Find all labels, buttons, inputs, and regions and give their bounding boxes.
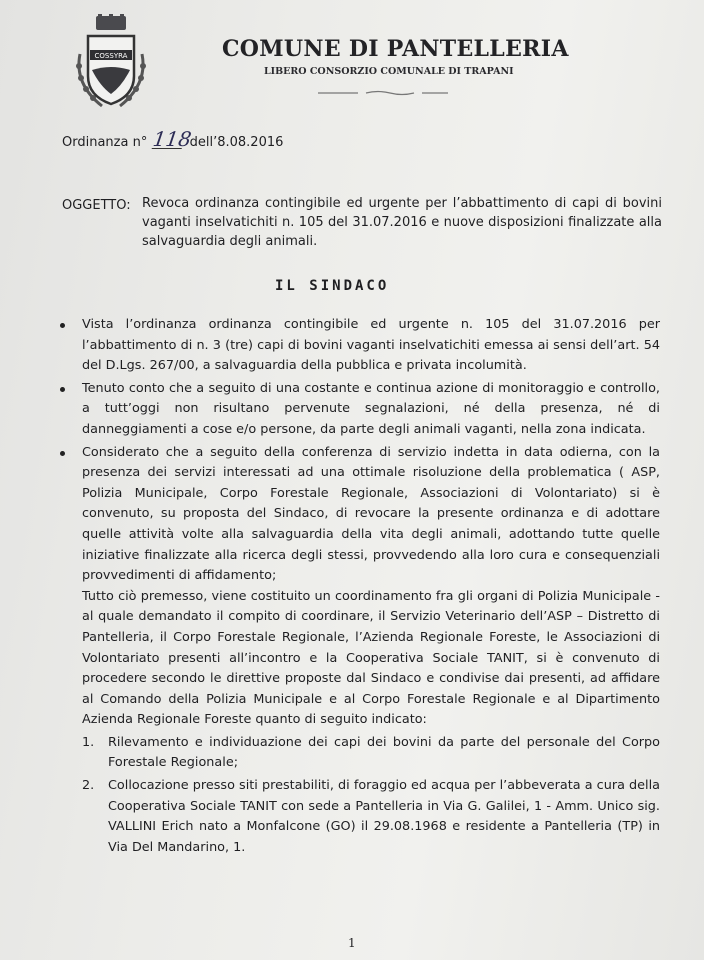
recital-text: Vista l’ordinanza ordinanza contingibile ed urgente n. 105 del 31.07.2016 per l’abbattimento di n. 3 (tre) capi di bovini vaganti inselvatichiti emessa ai sensi dell’art. 54 del D.Lgs. 267/00, a salvaguardia della pubblica e privata incolumità. bbox=[82, 317, 660, 374]
step-number: 1. bbox=[82, 734, 95, 750]
subject-text: Revoca ordinanza contingibile ed urgente per l’abbattimento di capi di bovini vaganti inselvatichiti n. 105 del 31.07.2016 e nuove disposizioni finalizzate alla salvaguardia degli animali. bbox=[142, 196, 662, 249]
list-item bbox=[60, 379, 660, 441]
list-item bbox=[60, 315, 660, 377]
municipal-crest-icon bbox=[72, 14, 150, 114]
section-heading: IL SINDACO bbox=[275, 278, 390, 294]
step-text: Rilevamento e individuazione dei capi dei bovini da parte del personale del Corpo Forestale Regionale; bbox=[108, 734, 660, 771]
list-item bbox=[82, 776, 660, 858]
recitals-list bbox=[60, 315, 660, 860]
decorative-divider bbox=[318, 90, 448, 96]
municipality-title: COMUNE DI PANTELLERIA bbox=[222, 36, 569, 62]
ordinance-line bbox=[62, 127, 284, 151]
ordinance-number: 118 bbox=[151, 127, 194, 151]
continuation-text: Tutto ciò premesso, viene costituito un coordinamento fra gli organi di Polizia Municipale - al quale demandato il compito di coordinare, il Servizio Veterinario dell’ASP – Distretto di Pantelleria, il Corpo Forestale Regionale, l’Azienda Regionale Foreste, le Associazioni di Volontariato presenti all’incontro e la Cooperativa Sociale TANIT, si è convenuto di procedere secondo le direttive proposte dal Sindaco e condivise dai presenti, ad affidare al Comando della Polizia Municipale e al Corpo Forestale Regionale e al Dipartimento Azienda Regionale Foreste quanto di seguito indicato: bbox=[82, 588, 660, 728]
recital-text: Tenuto conto che a seguito di una costante e continua azione di monitoraggio e controllo, a tutt’oggi non risultano pervenute segnalazioni, né della presenza, né di danneggiamenti a cose e/o persone, da parte degli animali vaganti, nella zona indicata. bbox=[82, 380, 660, 437]
step-text: Collocazione presso siti prestabiliti, di foraggio ed acqua per l’abbeverata a cura della Cooperativa Sociale TANIT con sede a Pantelleria in Via G. Galilei, 1 - Amm. Unico sig. VALLINI Erich nato a Monfalcone (GO) il 29.08.1968 e residente a Pantelleria (TP) in Via Del Mandarino, 1. bbox=[108, 778, 660, 855]
ordinance-prefix: Ordinanza n° bbox=[62, 135, 148, 150]
bullet-icon bbox=[60, 323, 65, 328]
page-number: 1 bbox=[348, 936, 356, 950]
directives-list bbox=[82, 733, 660, 859]
recital-text: Considerato che a seguito della conferenza di servizio indetta in data odierna, con la presenza dei servizi interessati ad una ottimale risoluzione della problematica ( ASP, Polizia Municipale, Corpo Forestale Regionale, Associazioni di Volontariato) si è convenuto, su proposta del Sindaco, di revocare la presente ordinanza e di adottare quelle attività volte alla salvaguardia della vita degli animali, adottando tutte quelle iniziative finalizzate alla ricerca degli stessi, provvedendo alla loro cura e consequenziali provvedimenti di affidamento; bbox=[82, 444, 660, 584]
subject-label: OGGETTO: bbox=[62, 198, 131, 213]
crest-label: COSSYRA bbox=[94, 52, 128, 60]
list-item bbox=[82, 733, 660, 774]
step-number: 2. bbox=[82, 778, 95, 794]
ordinance-date: dell’8.08.2016 bbox=[189, 135, 284, 150]
bullet-icon bbox=[60, 451, 65, 456]
subject-block bbox=[62, 194, 662, 251]
list-item bbox=[60, 443, 660, 859]
municipality-subtitle: LIBERO CONSORZIO COMUNALE DI TRAPANI bbox=[264, 66, 514, 77]
bullet-icon bbox=[60, 387, 65, 392]
